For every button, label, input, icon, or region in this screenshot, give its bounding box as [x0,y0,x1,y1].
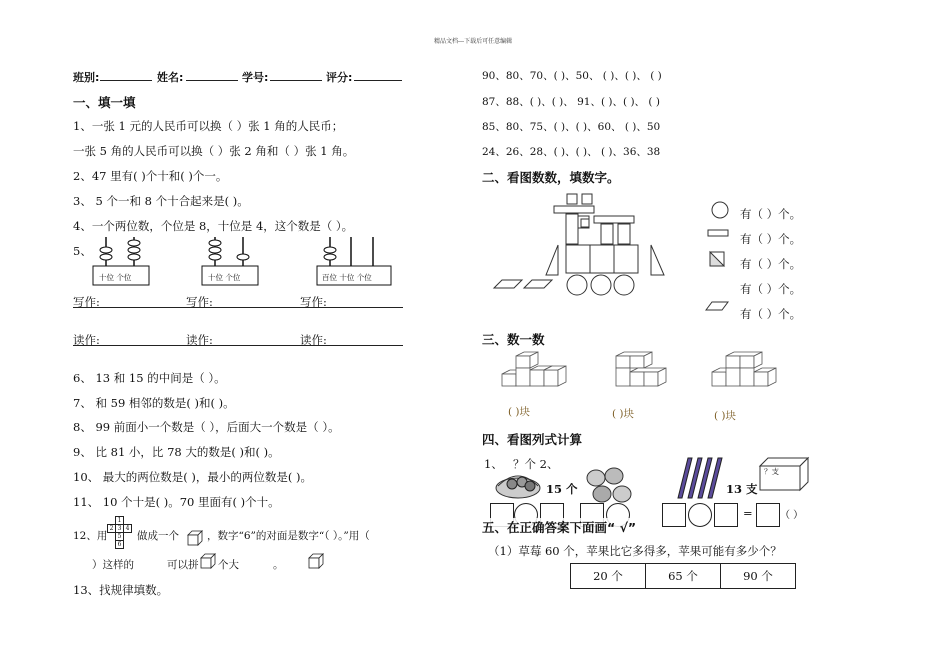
question-12-part-c: ，数字“6”的对面是数字“（ ）。”用（ [207,530,370,542]
question-8: 8、 99 前面小一个数是（ ），后面大一个数是（ ）。 [73,420,340,434]
rectangle-shape-icon [706,228,730,240]
write-label-3: 写作: [300,295,327,309]
answer-option-65[interactable]: 65 个 [646,564,721,589]
cube-icon [187,530,203,546]
score-label: 评分: [326,71,353,84]
question-1b: 一张 5 角的人民币可以换（ ）张 2 角和（ ）张 1 角。 [73,144,355,158]
equation-2-box-1[interactable] [662,503,686,527]
cube-stack-2 [612,350,682,398]
parallelogram-shape-icon [704,300,730,312]
answer-option-90[interactable]: 90 个 [721,564,796,589]
class-label: 班别: [73,71,100,84]
question-12-part-e: 可以拼 [167,559,199,571]
cube-net-figure [107,516,131,546]
question-4: 4、一个两位数，个位是 8，十位是 4，这个数是（ ）。 [73,219,354,233]
section4-title: 四、看图列式计算 [482,432,583,447]
page-header: 精品文档---下载后可任意编辑 [434,38,513,45]
section5-title: 五、在正确答案下面画“ √” [482,520,637,535]
student-id-field[interactable] [270,80,322,81]
equation-2-box-2[interactable] [714,503,738,527]
question-5: 5、 [73,244,92,258]
name-field[interactable] [186,80,238,81]
count-circles: 有（ ）个。 [740,207,802,221]
read-label-2: 读作: [186,333,213,347]
cube-net-face: 1 [115,516,124,525]
question-12-part-d: ）这样的 [92,559,134,571]
cube-net-face: 3 [115,524,124,533]
question-12-part-g: 。 [273,559,284,571]
score-field[interactable] [354,80,402,81]
name-label: 姓名: [157,71,184,84]
shape-robot-figure [486,190,676,300]
question-2: 2、47 里有( )个十和( )个一。 [73,169,228,183]
pencil-total-label: 13 支 [726,482,758,496]
circle-shape-icon [710,200,730,220]
cube-net-face: 2 [107,524,116,533]
question-12-part-b: 做成一个 [137,530,179,542]
section4-question-mark: ？个 2、 [513,457,559,471]
cube-net-face: 6 [115,540,124,549]
abacus-2-label: 十位 个位 [208,273,241,282]
write-label-1: 写作: [73,295,100,309]
read-label-1: 读作: [73,333,100,347]
section4-question-1: 1、 [484,457,503,471]
question-1a: 1、一张 1 元的人民币可以换（ ）张 1 角的人民币； [73,119,344,133]
section1-title: 一、填一填 [73,95,136,110]
stack-3-count: ( )块 [714,410,737,422]
cube-stack-3 [710,350,780,398]
equals-sign: = [743,506,753,520]
pencils-figure [670,454,728,500]
equation-2-result[interactable] [756,503,780,527]
cube-stack-1 [498,350,568,398]
big-cube-icon [308,553,324,569]
question-7: 7、 和 59 相邻的数是( )和( )。 [73,396,235,410]
read-label-3: 读作: [300,333,327,347]
question-6: 6、 13 和 15 的中间是（ ）。 [73,371,226,385]
triangle-shape-icon [708,250,728,270]
read-line[interactable] [73,345,403,346]
pattern-row-3: 85、80、75、( )、( )、60、 ( )、50 [482,121,661,133]
count-squares: 有（ ）个。 [740,282,802,296]
pears-figure [582,466,638,506]
pencil-box-label: ？支 [764,467,779,476]
count-parallelograms: 有（ ）个。 [740,307,802,321]
count-rectangles: 有（ ）个。 [740,232,802,246]
answer-options-table [570,563,796,589]
section3-title: 三、数一数 [482,332,545,347]
question-9: 9、 比 81 小，比 78 大的数是( )和( )。 [73,445,280,459]
question-12-part-f: 个大 [218,559,239,571]
stack-2-count: ( )块 [612,408,635,420]
abacus-1-label: 十位 个位 [99,273,132,282]
write-label-2: 写作: [186,295,213,309]
section2-title: 二、看图数数，填数字。 [482,170,620,185]
question-13: 13、找规律填数。 [73,583,169,597]
question-12-part-a: 12、用 [73,530,108,542]
question-10: 10、 最大的两位数是( )，最小的两位数是( )。 [73,470,313,484]
equation-2-operator[interactable] [688,503,712,527]
abacus-3-label: 百位 十位 个位 [322,273,372,282]
small-cube-icon [200,553,216,569]
class-field[interactable] [100,80,152,81]
unit-blank: （ ） [780,510,804,521]
pattern-row-2: 87、88、( )、( )、 91、( )、( )、 ( ) [482,96,660,108]
write-line[interactable] [73,307,403,308]
stack-1-count: ( )块 [508,406,531,418]
cube-net-face: 4 [123,524,132,533]
cube-net-face: 5 [115,532,124,541]
pattern-row-1: 90、80、70、( )、50、 ( )、( )、 ( ) [482,70,662,82]
question-11: 11、 10 个十是( )。70 里面有( )个十。 [73,495,280,509]
question-3: 3、 5 个一和 8 个十合起来是( )。 [73,194,249,208]
fruit-total-label: 15 个 [546,482,578,496]
pattern-row-4: 24、26、28、( )、( )、 ( )、36、38 [482,146,661,158]
answer-option-20[interactable]: 20 个 [571,564,646,589]
student-id-label: 学号: [242,71,269,84]
section5-question-1: （1）草莓 60 个，苹果比它多得多，苹果可能有多少个？ [488,544,782,558]
count-triangles: 有（ ）个。 [740,257,802,271]
